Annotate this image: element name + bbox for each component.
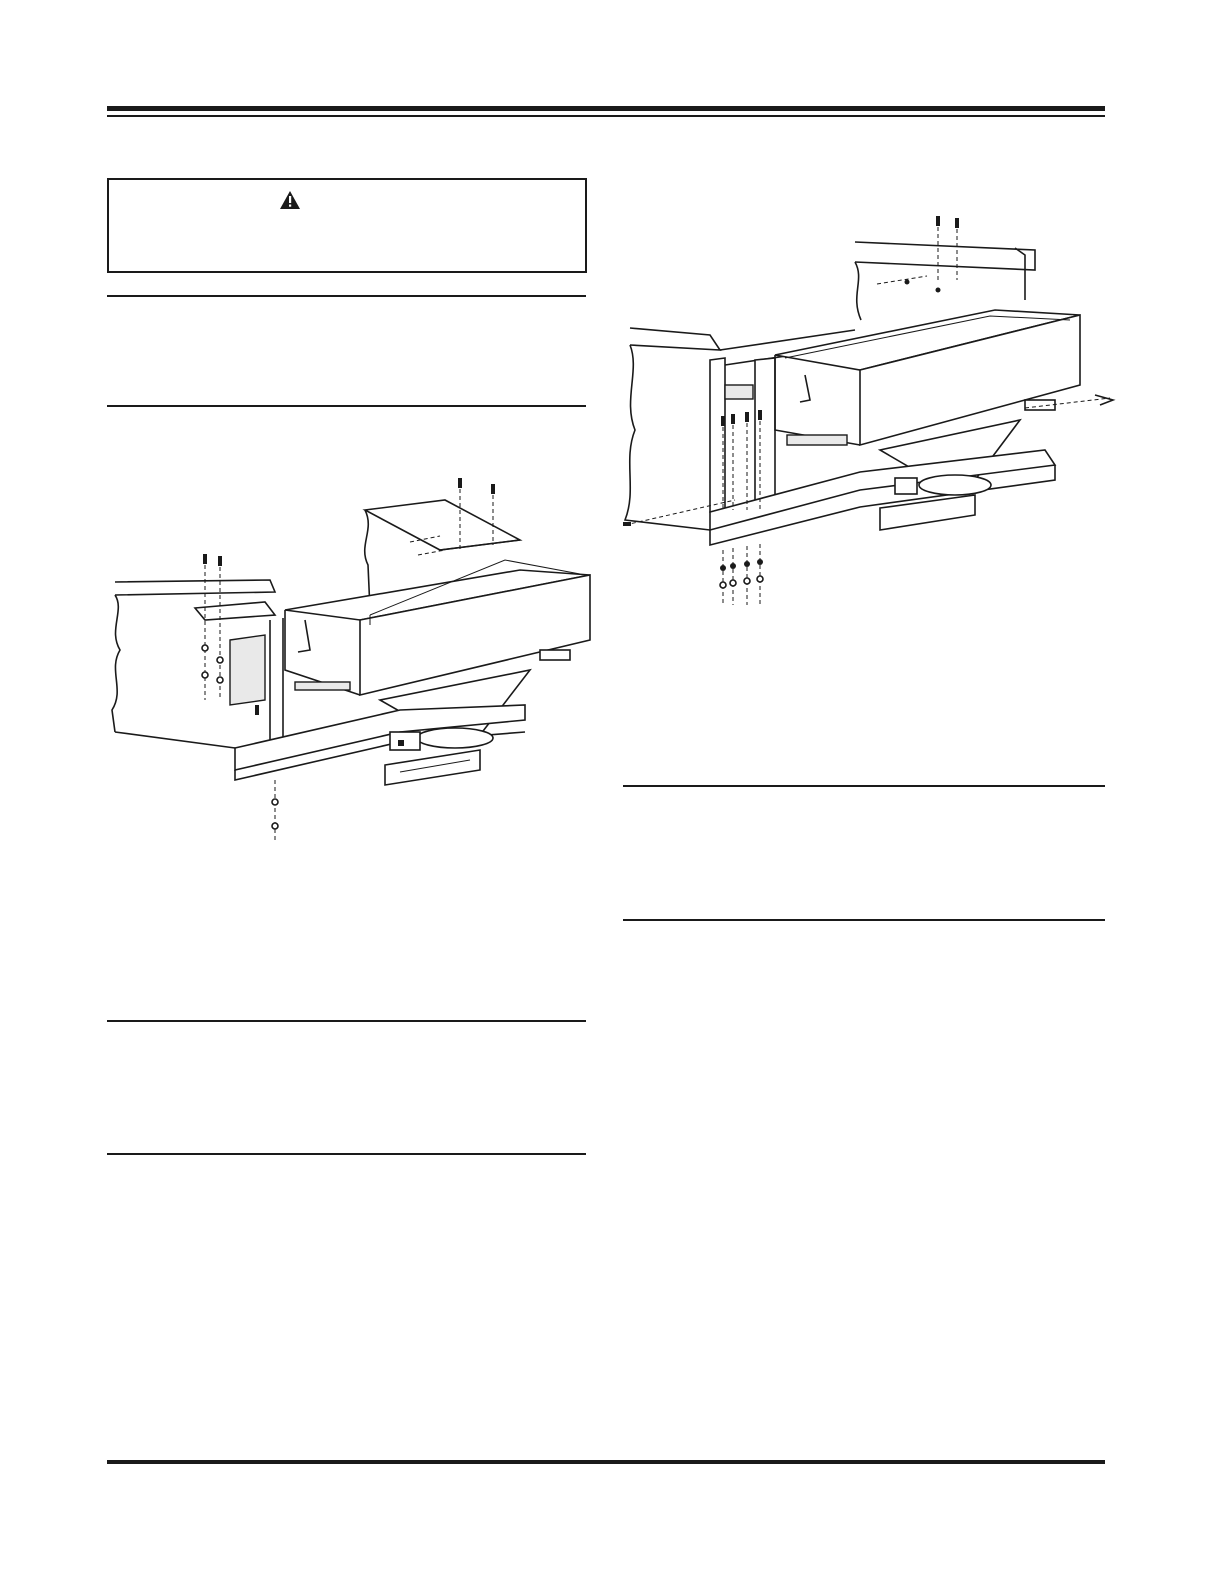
bolt-group-right-top <box>410 478 495 555</box>
warning-triangle-icon <box>279 190 301 210</box>
section-rule <box>623 919 1105 921</box>
header-rule-thick <box>107 106 1105 111</box>
section-rule <box>623 785 1105 787</box>
caution-box <box>107 178 587 273</box>
bolt-group-left <box>202 554 223 700</box>
figure-left-spreader-installation <box>100 470 600 850</box>
bolt-group-bottom <box>720 544 763 605</box>
section-rule <box>107 1153 586 1155</box>
bolt-group-top <box>877 216 959 293</box>
section-rule <box>107 405 586 407</box>
section-rule <box>107 1020 586 1022</box>
header-rule-thin <box>107 115 1105 117</box>
section-rule <box>107 295 586 297</box>
figure-right-spreader-installation <box>615 210 1125 610</box>
footer-rule <box>107 1460 1105 1464</box>
